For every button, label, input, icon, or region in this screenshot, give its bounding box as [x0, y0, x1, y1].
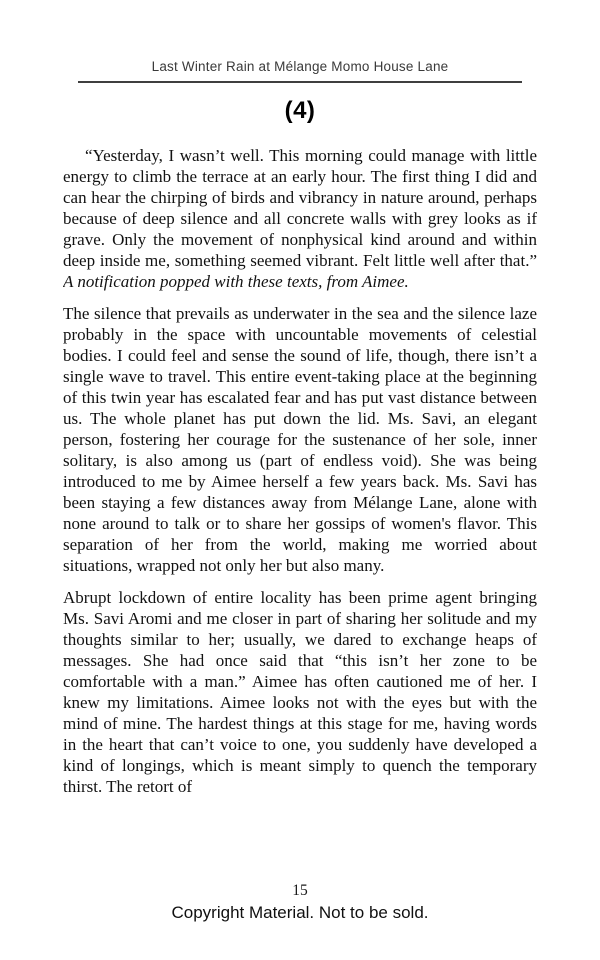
- paragraph-3: Abrupt lockdown of entire locality has been prime agent bringing Ms. Savi Aromi and me closer in part of sharing her solitude and my thoughts similar to her; usually, we dared to exchange heaps of messages. She had once said that “this isn’t her zone to be comfortable with a man.” Aimee has often cautioned me of her. I knew my limitations. Aimee looks not with the eyes but with the mind of mine. The hardest things at this stage for me, having words in the heart that can’t voice to one, you suddenly have developed a kind of longings, which is meant simply to quench the temporary thirst. The retort of: [63, 588, 537, 796]
- running-title: Last Winter Rain at Mélange Momo House Lane: [151, 59, 449, 74]
- paragraph-1: [63, 145, 537, 292]
- page-header: [0, 0, 600, 83]
- copyright-notice: Copyright Material. Not to be sold.: [171, 903, 429, 922]
- body-text: [63, 145, 537, 887]
- paragraph-1-italic-text: A notification popped with these texts, from Aimee.: [63, 272, 409, 291]
- chapter-heading: (4): [284, 97, 316, 124]
- paragraph-2: The silence that prevails as underwater in the sea and the silence laze probably in the space with uncountable movements of celestial bodies. I could feel and sense the sound of life, though, there isn’t a single wave to travel. This entire event-taking place at the beginning of this twin year has escalated fear and has put vast distance between us. The whole planet has put down the lid. Ms. Savi, an elegant person, fostering her courage for the sustenance of her sole, inner solitary, is also among us (part of endless void). She was being introduced to me by Aimee herself a few years back. Ms. Savi has been staying a few distances away from Mélange Lane, alone with none around to talk or to share her gossips of women's flavor. This separation of her from the world, making me worried about situations, wrapped not only her but also many.: [63, 304, 537, 575]
- page-number: 15: [292, 882, 308, 899]
- paragraph-1-text: “Yesterday, I wasn’t well. This morning could manage with little energy to climb the terrace at an early hour. The first thing I did and can hear the chirping of birds and vibrancy in nature around, perhaps because of deep silence and all concrete walls with grey looks as if grave. Only the movement of nonphysical kind around and within deep inside me, something seemed vibrant. Felt little well after that.”: [63, 146, 537, 270]
- header-rule: [78, 81, 522, 83]
